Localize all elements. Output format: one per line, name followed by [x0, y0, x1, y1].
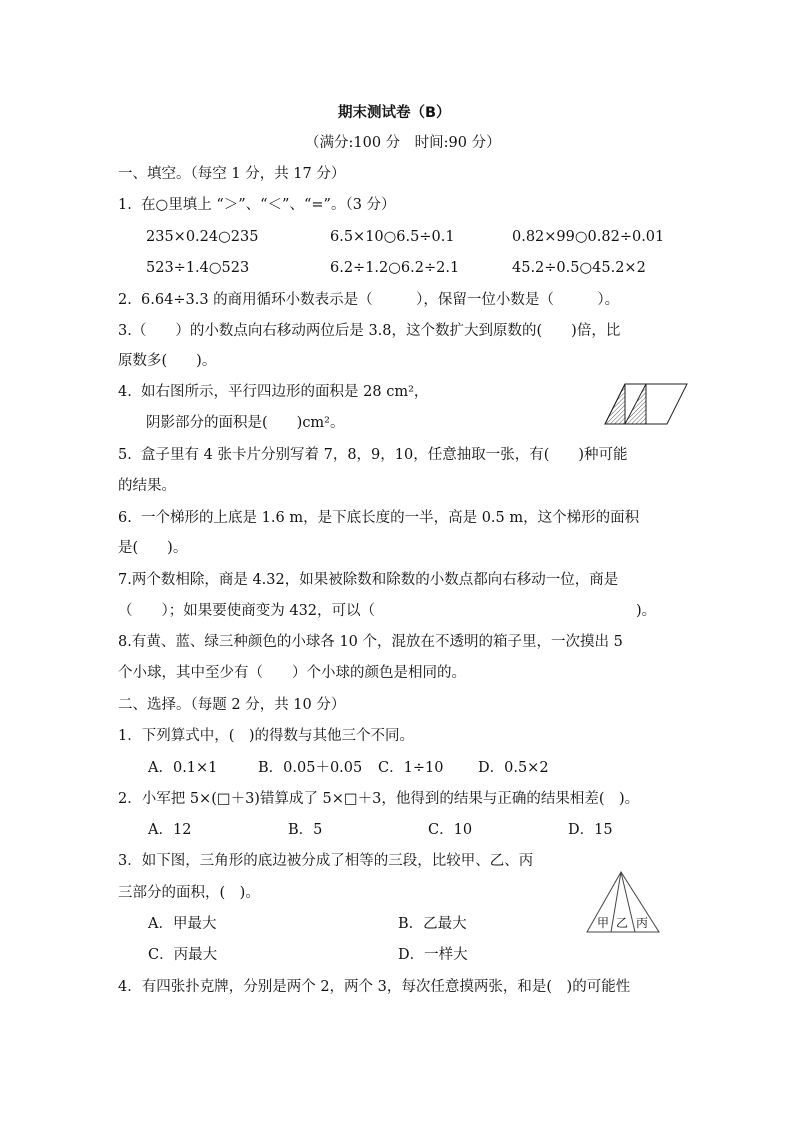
c3-option: A．甲最大 — [148, 916, 217, 932]
q8-text: 8.有黄、蓝、绿三种颜色的小球各 10 个，混放在不透明的箱子里，一次摸出 5 — [118, 634, 623, 650]
triangle-label-bing: 丙 — [636, 916, 649, 930]
c1-option: C．1÷10 — [378, 760, 444, 776]
q1-item: 235×0.24○235 — [146, 229, 259, 245]
q4-text: 阴影部分的面积是( )cm²。 — [146, 415, 345, 431]
page-subtitle: （满分:100 分 时间:90 分） — [305, 135, 501, 151]
triangle-label-jia: 甲 — [597, 916, 610, 930]
q1-item: 0.82×99○0.82÷0.01 — [512, 229, 665, 245]
q5-text: 5. 盒子里有 4 张卡片分别写着 7，8，9，10，任意抽取一张，有( )种可能 — [118, 447, 628, 463]
q3-text: 原数多( )。 — [118, 353, 217, 369]
q1-item: 523÷1.4○523 — [146, 260, 250, 276]
q7-text: （ ）；如果要使商变为 432，可以（ — [118, 603, 376, 619]
c2-option: D．15 — [568, 822, 613, 838]
q4-text: 4. 如右图所示，平行四边形的面积是 28 cm²， — [118, 384, 429, 400]
q1-item: 6.2÷1.2○6.2÷2.1 — [330, 260, 460, 276]
c3-option: C．丙最大 — [148, 947, 218, 963]
c3-option: D．一样大 — [398, 947, 468, 963]
q1-item: 6.5×10○6.5÷0.1 — [330, 229, 455, 245]
c3-text: 3．如下图，三角形的底边被分成了相等的三段，比较甲、乙、丙 — [118, 853, 534, 869]
c2-text: 2．小军把 5×(□＋3)错算成了 5×□＋3，他得到的结果与正确的结果相差( )。 — [118, 791, 640, 807]
q6-text: 是( )。 — [118, 540, 188, 556]
q3-text: 3.（ ）的小数点向右移动两位后是 3.8，这个数扩大到原数的( )倍，比 — [118, 323, 621, 339]
page-title: 期末测试卷（B） — [338, 105, 451, 121]
q2-text: 2. 6.64÷3.3 的商用循环小数表示是（ ），保留一位小数是（ ）。 — [118, 292, 620, 308]
c2-option: B．5 — [288, 822, 323, 838]
q7-text: 7.两个数相除，商是 4.32，如果被除数和除数的小数点都向右移动一位，商是 — [118, 572, 619, 588]
c1-option: D．0.5×2 — [478, 760, 549, 776]
c1-option: B．0.05＋0.05 — [258, 760, 363, 776]
c1-option: A．0.1×1 — [148, 760, 218, 776]
c2-option: C．10 — [428, 822, 473, 838]
section1-heading: 一、填空。（每空 1 分，共 17 分） — [118, 166, 346, 182]
section2-heading: 二、选择。（每题 2 分，共 10 分） — [118, 697, 346, 713]
triangle-label-yi: 乙 — [616, 916, 629, 930]
q5-text: 的结果。 — [118, 478, 176, 494]
c3-text: 三部分的面积，( )。 — [118, 885, 260, 901]
q7-text: )。 — [636, 603, 657, 619]
c2-option: A．12 — [148, 822, 192, 838]
c3-option: B．乙最大 — [398, 916, 467, 932]
parallelogram-figure — [603, 380, 691, 428]
c4-text: 4．有四张扑克牌，分别是两个 2，两个 3，每次任意摸两张，和是( )的可能性 — [118, 979, 631, 995]
q8-text: 个小球，其中至少有（ ）个小球的颜色是相同的。 — [118, 665, 466, 681]
q1-text: 1. 在○里填上 “＞”、“＜”、“=”。（3 分） — [118, 197, 396, 213]
q6-text: 6. 一个梯形的上底是 1.6 m，是下底长度的一半，高是 0.5 m，这个梯形的面积 — [118, 510, 640, 526]
q1-item: 45.2÷0.5○45.2×2 — [512, 260, 646, 276]
c1-text: 1．下列算式中，( )的得数与其他三个不同。 — [118, 728, 415, 744]
